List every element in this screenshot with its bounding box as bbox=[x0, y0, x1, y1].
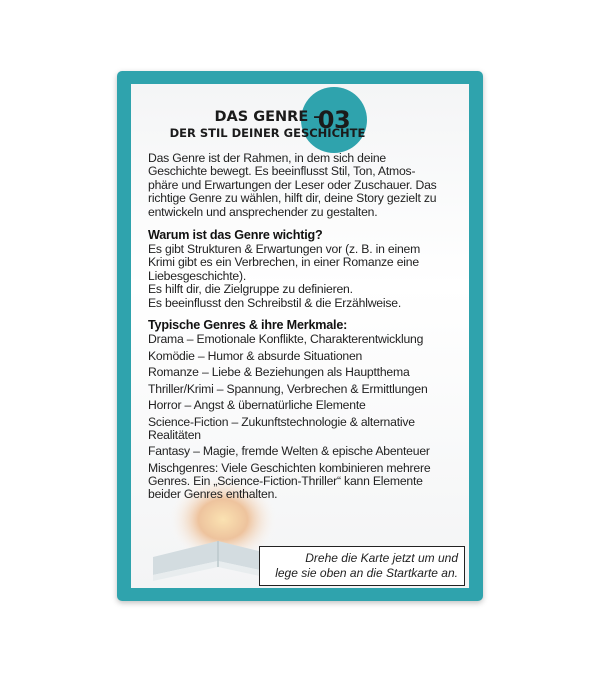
card-title-block bbox=[135, 108, 400, 141]
genre-text: Science-Fiction – Zukunftstechnologie & alternative bbox=[148, 414, 415, 429]
genre-item-romanze bbox=[148, 366, 468, 383]
genre-item-fantasy bbox=[148, 445, 468, 462]
genre-text: Mischgenres: Viele Geschichten kombinieren mehrere bbox=[148, 460, 431, 475]
genre-item-mischgenres bbox=[148, 462, 468, 505]
why-line: Es beeinflusst den Schreibstil & die Erzählweise. bbox=[148, 295, 402, 310]
why-line: Liebesgeschichte). bbox=[148, 268, 247, 283]
card-subtitle: DER STIL DEINER GESCHICHTE bbox=[169, 126, 366, 140]
genre-text: Komödie – Humor & absurde Situationen bbox=[148, 348, 363, 363]
genre-item-drama bbox=[148, 333, 468, 350]
genre-item-komoedie bbox=[148, 350, 468, 367]
genre-text: Thriller/Krimi – Spannung, Verbrechen & Ermittlungen bbox=[148, 381, 428, 396]
genre-text: Genres. Ein „Science-Fiction-Thriller“ kann Elemente bbox=[148, 473, 423, 488]
why-line: Es gibt Strukturen & Erwartungen vor (z. B. in einem bbox=[148, 242, 421, 257]
why-line: Es hilft dir, die Zielgruppe zu definieren. bbox=[148, 282, 353, 297]
instruction-note bbox=[259, 546, 465, 586]
why-line: Krimi gibt es ein Verbrechen, in einer Romanze eine bbox=[148, 255, 419, 270]
card-title: DAS GENRE – bbox=[214, 109, 321, 125]
intro-line: entwickeln und ansprechender zu gestalten. bbox=[148, 204, 378, 219]
card-number: 03 bbox=[317, 106, 351, 134]
genre-item-thriller bbox=[148, 383, 468, 400]
genres-heading: Typische Genres & ihre Merkmale: bbox=[148, 318, 348, 333]
why-paragraph bbox=[148, 243, 468, 310]
genre-text: Horror – Angst & übernatürliche Elemente bbox=[148, 398, 366, 413]
note-line: Drehe die Karte jetzt um und bbox=[305, 551, 458, 565]
why-heading: Warum ist das Genre wichtig? bbox=[148, 228, 323, 243]
note-line: lege sie oben an die Startkarte an. bbox=[275, 566, 458, 580]
card-content bbox=[148, 152, 468, 505]
genre-text: Fantasy – Magie, fremde Welten & epische Abenteuer bbox=[148, 444, 430, 459]
intro-line: Das Genre ist der Rahmen, in dem sich deine bbox=[148, 151, 386, 165]
intro-paragraph bbox=[148, 152, 468, 219]
genre-item-horror bbox=[148, 399, 468, 416]
genre-list bbox=[148, 333, 468, 505]
intro-line: Geschichte bewegt. Es beeinflusst Stil, Ton, Atmos- bbox=[148, 164, 416, 179]
genre-text: beider Genres enthalten. bbox=[148, 487, 278, 502]
genre-text: Drama – Emotionale Konflikte, Charakterentwicklung bbox=[148, 332, 424, 347]
genre-item-science-fiction bbox=[148, 416, 468, 446]
intro-line: phäre und Erwartungen der Leser oder Zuschauer. Das bbox=[148, 177, 437, 192]
genre-text: Romanze – Liebe & Beziehungen als Hauptthema bbox=[148, 365, 410, 380]
genre-text: Realitäten bbox=[148, 427, 201, 442]
intro-line: richtige Genre zu wählen, hilft dir, deine Story gezielt zu bbox=[148, 191, 437, 206]
